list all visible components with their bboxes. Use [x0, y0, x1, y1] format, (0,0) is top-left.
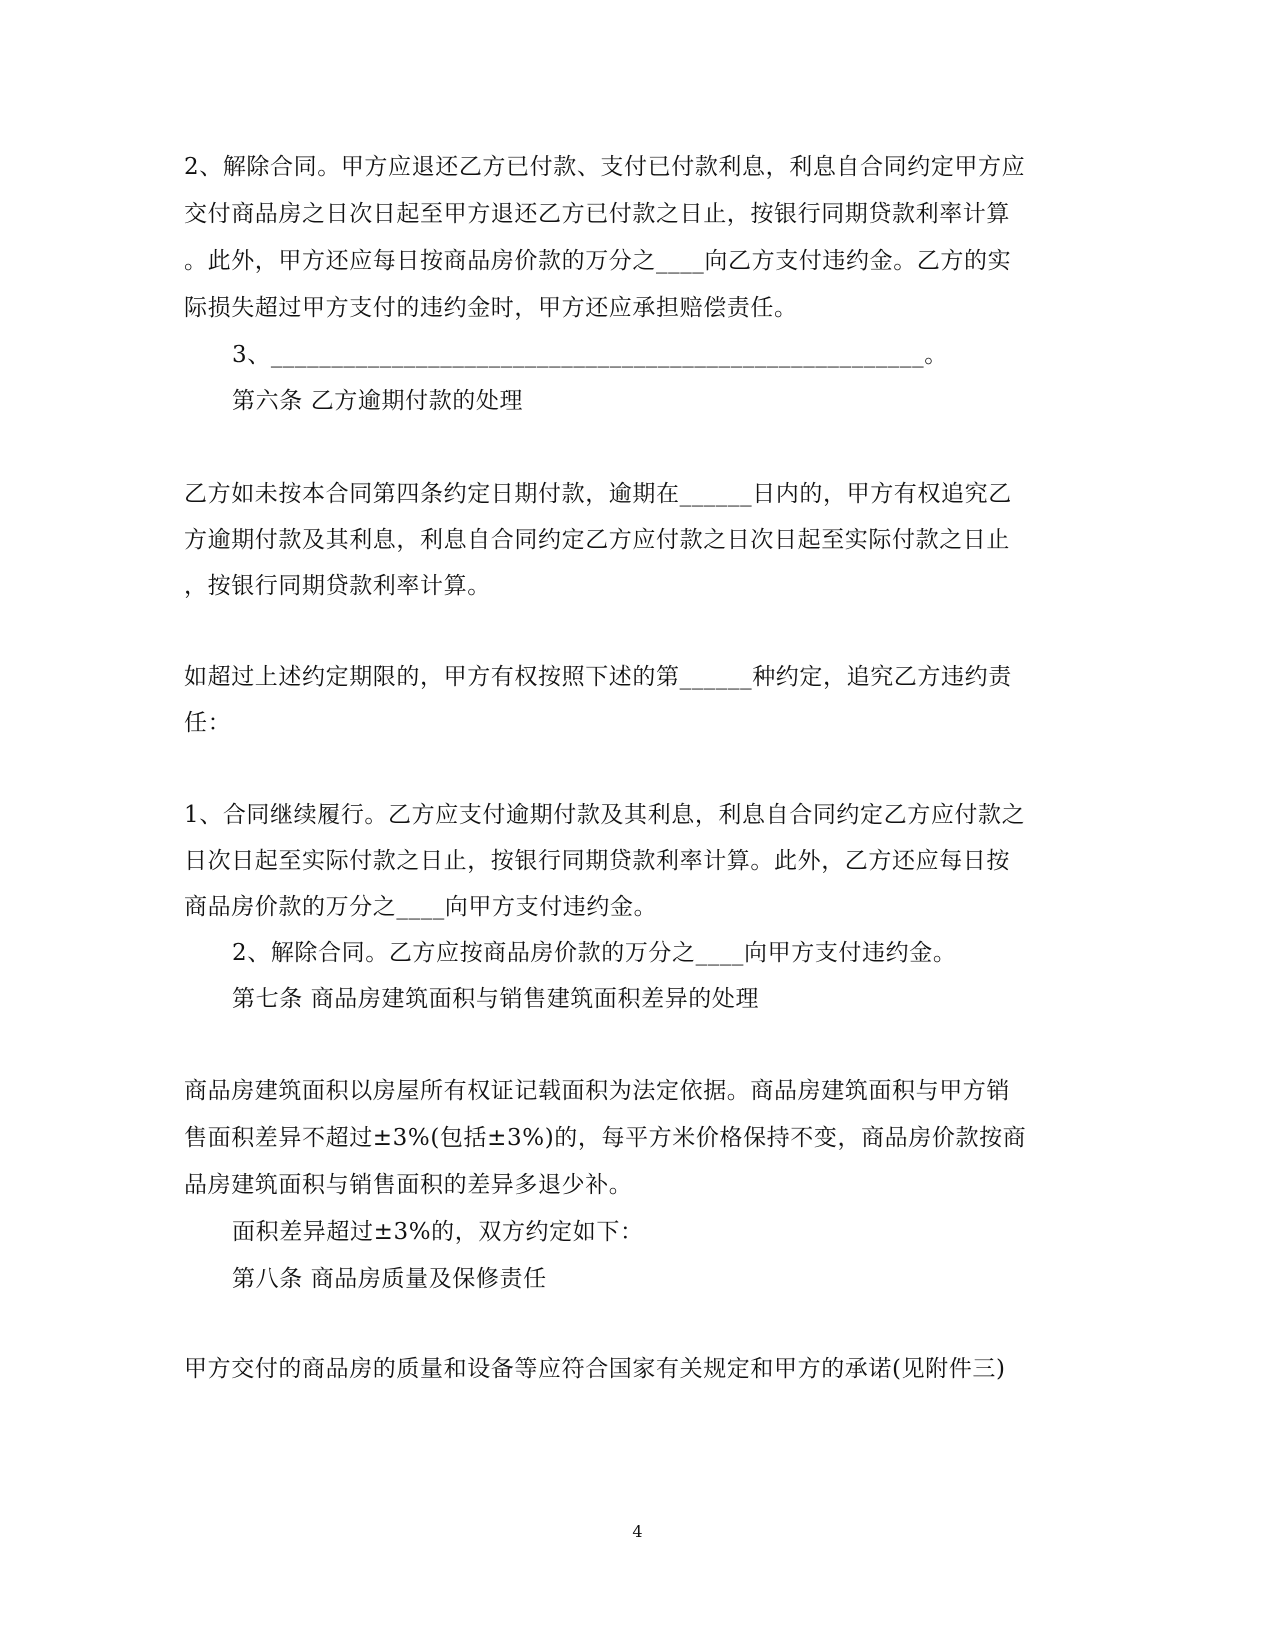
paragraph-line: 。此外，甲方还应每日按商品房价款的万分之____向乙方支付违约金。乙方的实 — [184, 248, 1012, 274]
paragraph-line: 面积差异超过±3%的，双方约定如下： — [232, 1219, 644, 1245]
paragraph-line: 交付商品房之日次日起至甲方退还乙方已付款之日止，按银行同期贷款利率计算 — [184, 201, 1010, 227]
section-heading-6: 第六条 乙方逾期付款的处理 — [232, 388, 524, 414]
paragraph-line: 甲方交付的商品房的质量和设备等应符合国家有关规定和甲方的承诺(见附件三) — [184, 1356, 1006, 1382]
section-heading-8: 第八条 商品房质量及保修责任 — [232, 1266, 547, 1292]
section-heading-7: 第七条 商品房建筑面积与销售建筑面积差异的处理 — [232, 986, 760, 1012]
paragraph-line: ，按银行同期贷款利率计算。 — [184, 573, 491, 599]
paragraph-line: 2、解除合同。甲方应退还乙方已付款、支付已付款利息，利息自合同约定甲方应 — [184, 154, 1026, 180]
paragraph-line: 乙方如未按本合同第四条约定日期付款，逾期在______日内的，甲方有权追究乙 — [184, 481, 1012, 507]
paragraph-line: 售面积差异不超过±3%(包括±3%)的，每平方米价格保持不变，商品房价款按商 — [184, 1125, 1027, 1151]
paragraph-line: 方逾期付款及其利息，利息自合同约定乙方应付款之日次日起至实际付款之日止 — [184, 527, 1010, 553]
paragraph-line: 际损失超过甲方支付的违约金时，甲方还应承担赔偿责任。 — [184, 295, 798, 321]
paragraph-line: 日次日起至实际付款之日止，按银行同期贷款利率计算。此外，乙方还应每日按 — [184, 848, 1010, 874]
paragraph-line: 品房建筑面积与销售面积的差异多退少补。 — [184, 1172, 633, 1198]
paragraph-line: 1、合同继续履行。乙方应支付逾期付款及其利息，利息自合同约定乙方应付款之 — [184, 802, 1026, 828]
page-number: 4 — [632, 1522, 643, 1541]
paragraph-line: 商品房建筑面积以房屋所有权证记载面积为法定依据。商品房建筑面积与甲方销 — [184, 1078, 1010, 1104]
paragraph-line: 任： — [184, 710, 232, 736]
paragraph-line: 商品房价款的万分之____向甲方支付违约金。 — [184, 894, 658, 920]
paragraph-line: 2、解除合同。乙方应按商品房价款的万分之____向甲方支付违约金。 — [232, 940, 957, 966]
paragraph-line: 3、______________________________________________________。 — [232, 342, 948, 368]
paragraph-line: 如超过上述约定期限的，甲方有权按照下述的第______种约定，追究乙方违约责 — [184, 664, 1012, 690]
